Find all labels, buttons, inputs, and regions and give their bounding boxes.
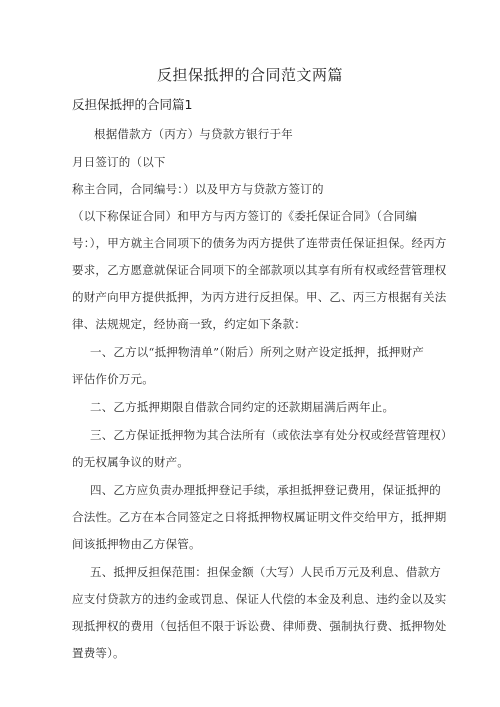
paragraph-line: 根据借款方（丙方）与贷款方银行于年: [94, 127, 293, 141]
paragraph-line: 称主合同，合同编号：）以及甲方与贷款方签订的: [72, 182, 324, 196]
paragraph-line: 置费等）。: [72, 646, 125, 660]
paragraph-line: 律、法规规定，经协商一致，约定如下条款：: [72, 317, 306, 331]
paragraph-line: 的无权属争议的财产。: [72, 455, 189, 469]
document-title: 反担保抵押的合同范文两篇: [156, 66, 343, 84]
paragraph-line: 三、乙方保证抵押物为其合法所有（或依法享有处分权或经营管理权）: [90, 428, 453, 442]
paragraph-line: （以下称保证合同）和甲方与丙方签订的《委托保证合同》（合同编: [72, 209, 418, 223]
paragraph-line: 合法性。乙方在本合同签定之日将抵押物权属证明文件交给甲方，抵押期: [72, 510, 447, 524]
paragraph-line: 一、乙方以“抵押物清单”（附后）所列之财产设定抵押，抵押财产: [90, 345, 425, 359]
paragraph-line: 要求，乙方愿意就保证合同项下的全部款项以其享有所有权或经营管理权: [72, 263, 447, 277]
paragraph-line: 月日签订的（以下: [72, 155, 166, 169]
paragraph-line: 号：），甲方就主合同项下的债务为丙方提供了连带责任保证担保。经丙方: [72, 236, 447, 250]
paragraph-line: 二、乙方抵押期限自借款合同约定的还款期届满后两年止。: [90, 400, 395, 414]
paragraph-line: 评估作价万元。: [72, 372, 154, 386]
paragraph-line: 四、乙方应负责办理抵押登记手续，承担抵押登记费用，保证抵押的: [90, 483, 441, 497]
section-heading: 反担保抵押的合同篇1: [72, 97, 193, 112]
paragraph-line: 应支付贷款方的违约金或罚息、保证人代偿的本金及利息、违约金以及实: [72, 592, 447, 606]
paragraph-line: 现抵押权的费用（包括但不限于诉讼费、律师费、强制执行费、抵押物处: [72, 619, 447, 633]
paragraph-line: 间该抵押物由乙方保管。: [72, 537, 201, 551]
paragraph-line: 的财产向甲方提供抵押，为丙方进行反担保。甲、乙、丙三方根据有关法: [72, 290, 447, 304]
paragraph-line: 五、抵押反担保范围：担保金额（大写）人民币万元及利息、借款方: [90, 565, 441, 579]
